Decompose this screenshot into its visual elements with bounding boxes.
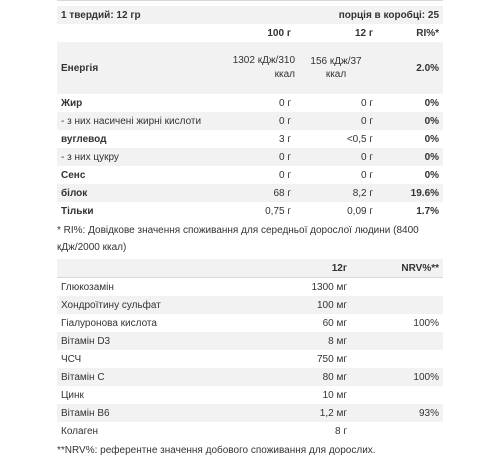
row-name: Хондроїтину сульфат <box>57 296 253 314</box>
table-header-row <box>57 24 443 42</box>
table-row <box>57 350 443 368</box>
table-row <box>57 130 443 148</box>
row-nrv <box>351 350 443 368</box>
row-ri: 0% <box>424 169 440 181</box>
table-row <box>57 166 443 184</box>
row-name: Глюкозамін <box>61 281 114 293</box>
column-header-nrv: NRV%** <box>351 259 443 278</box>
table-row <box>57 42 443 94</box>
row-per100: 0,75 г <box>265 205 292 217</box>
row-per12: 0 г <box>295 112 377 130</box>
row-nrv <box>351 422 443 440</box>
row-per12: 8,2 г <box>295 184 377 202</box>
table-row <box>57 94 443 112</box>
table-row <box>57 296 443 314</box>
row-per12: 156 кДж/37 ккал <box>295 42 377 94</box>
row-name: Сенс <box>61 169 86 181</box>
column-header-per12: 12 г <box>354 27 374 39</box>
row-name: Вітамін D3 <box>57 332 253 350</box>
row-amount: 1300 мг <box>311 281 347 293</box>
column-header-amount: 12г <box>253 259 351 278</box>
row-per100: 1302 кДж/310 ккал <box>215 42 295 94</box>
row-per12: 0 г <box>361 169 374 181</box>
table-header-row <box>57 259 443 278</box>
table-row <box>57 422 443 440</box>
row-nrv: 100% <box>413 317 439 329</box>
ingredients-table <box>57 259 443 440</box>
column-header-per100: 100 г <box>267 27 292 39</box>
row-name: - з них цукру <box>57 148 215 166</box>
table-row <box>57 368 443 386</box>
row-amount: 60 мг <box>322 317 347 329</box>
row-name: білок <box>57 184 215 202</box>
row-name: Колаген <box>61 425 99 437</box>
serving-size: 1 твердий: 12 гр <box>57 6 295 24</box>
row-name: ЧСЧ <box>61 353 82 365</box>
row-nrv <box>351 332 443 350</box>
row-per100: 3 г <box>279 133 292 145</box>
row-per12: 0 г <box>295 148 377 166</box>
row-ri: 0% <box>424 97 440 109</box>
row-name: Гіалуронова кислота <box>61 317 157 329</box>
row-per12: 0,09 г <box>347 205 374 217</box>
row-ri: 1.7% <box>416 205 440 217</box>
row-name: вуглевод <box>61 133 107 145</box>
row-amount: 1,2 мг <box>253 404 351 422</box>
row-nrv: 93% <box>351 404 443 422</box>
row-amount: 10 мг <box>322 389 347 401</box>
column-header-name <box>57 24 215 42</box>
row-nrv <box>351 386 443 404</box>
row-ri: 2.0% <box>377 42 443 94</box>
row-name: Енергія <box>57 42 215 94</box>
row-name: Вітамін С <box>57 368 253 386</box>
row-name: Жир <box>61 97 83 109</box>
row-nrv <box>351 278 443 297</box>
row-ri: 19.6% <box>377 184 443 202</box>
ri-footnote: * RI%: Довідкове значення споживання для середньої дорослої людини (8400 кДж/2000 ккал) <box>57 225 419 253</box>
row-per100: 0 г <box>279 169 292 181</box>
row-per12: 0 г <box>361 97 374 109</box>
row-amount: 8 г <box>335 425 347 437</box>
table-row <box>57 332 443 350</box>
row-amount: 8 мг <box>253 332 351 350</box>
row-amount: 100 мг <box>253 296 351 314</box>
row-per100: 0 г <box>215 148 295 166</box>
row-nrv: 100% <box>351 368 443 386</box>
row-name: Цинк <box>61 389 84 401</box>
row-ri: 0% <box>377 148 443 166</box>
row-amount: 750 мг <box>317 353 347 365</box>
table-row <box>57 202 443 220</box>
nutrition-table <box>57 6 443 220</box>
row-ri: 0% <box>424 133 440 145</box>
row-per100: 0 г <box>215 112 295 130</box>
row-per100: 0 г <box>279 97 292 109</box>
row-name: - з них насичені жирні кислоти <box>57 112 215 130</box>
table-row <box>57 386 443 404</box>
serving-row <box>57 6 443 24</box>
row-name: Тільки <box>61 205 94 217</box>
table-row <box>57 278 443 297</box>
nrv-footnote: **NRV%: референтне значення добового споживання для дорослих. <box>57 445 376 456</box>
nutrition-panel <box>57 0 443 462</box>
column-header-name <box>57 259 253 278</box>
row-amount: 80 мг <box>253 368 351 386</box>
table-row <box>57 404 443 422</box>
column-header-ri: RI%* <box>416 27 440 39</box>
table-row <box>57 314 443 332</box>
table-row <box>57 184 443 202</box>
servings-per-box: порція в коробці: 25 <box>295 6 443 24</box>
row-per100: 68 г <box>215 184 295 202</box>
row-nrv <box>351 296 443 314</box>
table-row <box>57 148 443 166</box>
row-name: Вітамін B6 <box>57 404 253 422</box>
table-row <box>57 112 443 130</box>
row-ri: 0% <box>377 112 443 130</box>
row-per12: <0,5 г <box>346 133 374 145</box>
